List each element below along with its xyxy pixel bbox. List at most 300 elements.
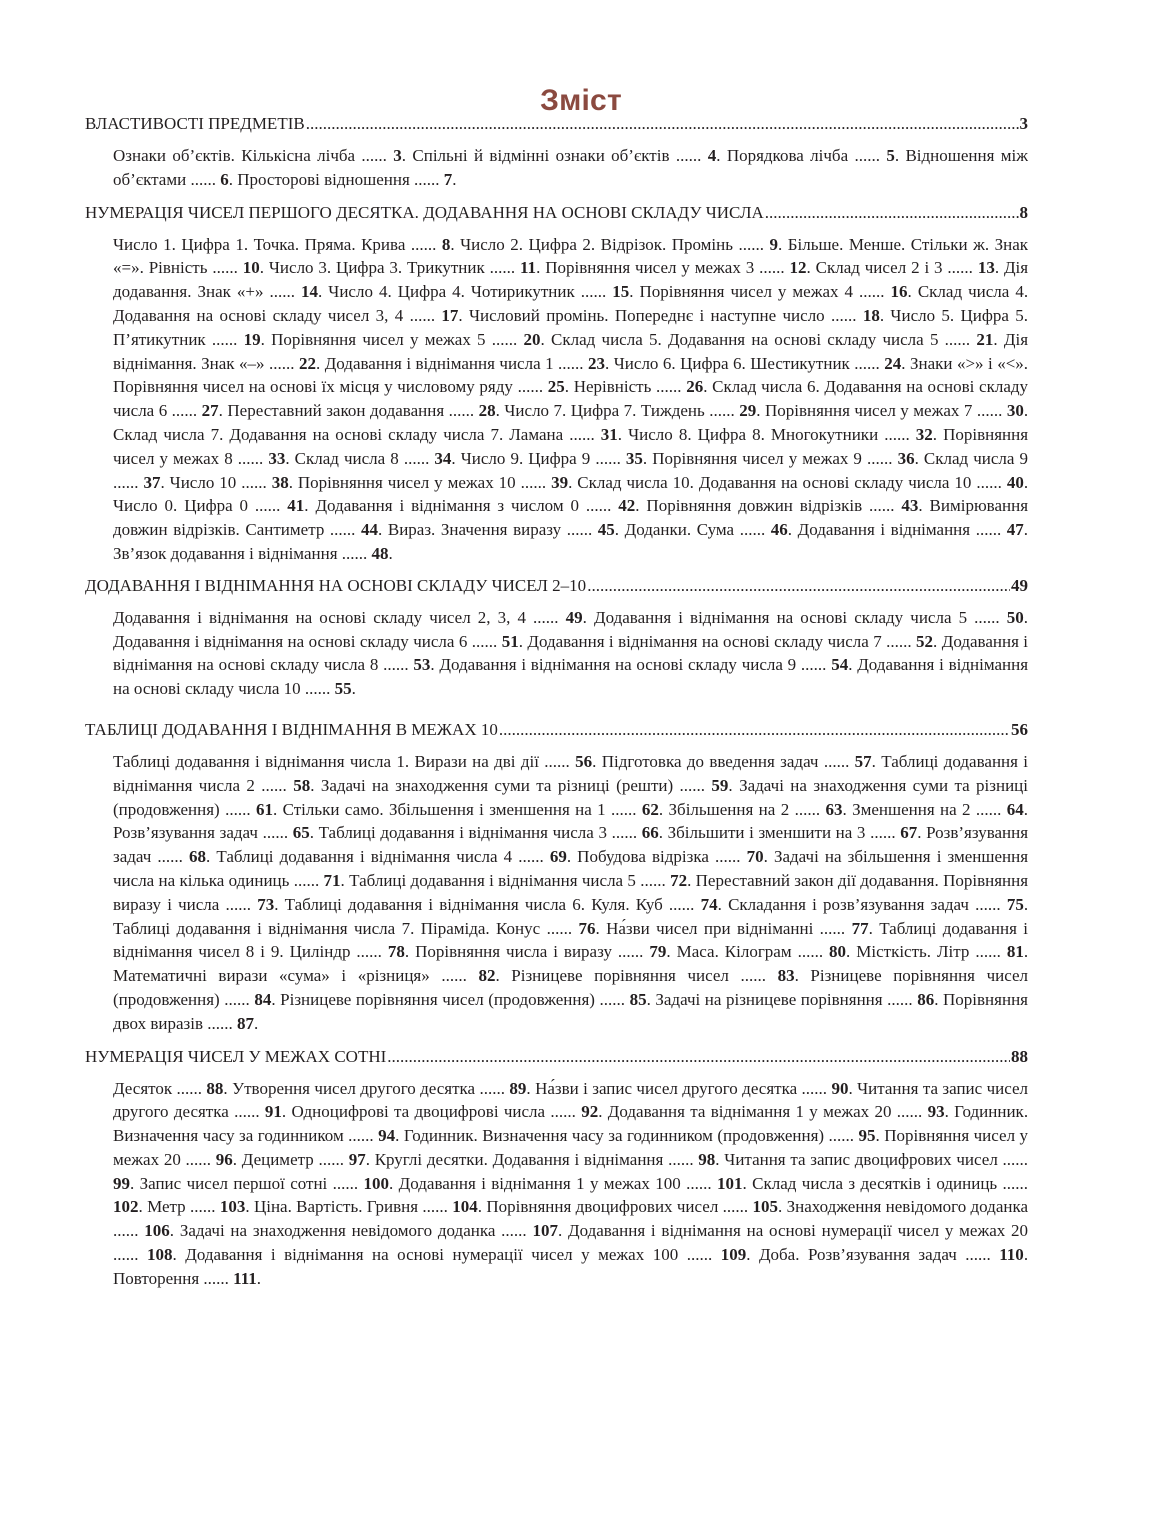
toc-entry[interactable] bbox=[640, 282, 908, 301]
toc-entry-page: 61 bbox=[255, 799, 273, 819]
toc-entry[interactable] bbox=[140, 1174, 389, 1193]
toc-entry-page: 63 bbox=[825, 799, 843, 819]
toc-entry-leader: ...... bbox=[324, 520, 362, 540]
toc-entry-page: 85 bbox=[629, 989, 647, 1009]
toc-entry-page: 81 bbox=[1006, 942, 1024, 962]
toc-entry-page: 94 bbox=[378, 1126, 396, 1146]
toc-entry-page: 46 bbox=[770, 520, 788, 540]
toc-entry-page: 8 bbox=[441, 234, 451, 254]
toc-entry-leader: ...... bbox=[257, 823, 293, 843]
toc-entry-page: 11 bbox=[520, 258, 537, 278]
toc-entry-leader: ...... bbox=[669, 146, 708, 165]
toc-entry-text: Порядкова лічба bbox=[726, 146, 849, 165]
toc-entry-page: 3 bbox=[393, 146, 402, 165]
toc-entry[interactable] bbox=[798, 520, 1024, 539]
toc-entry-text: Додавання і віднімання на основі складу числа 8 bbox=[113, 631, 1029, 675]
toc-entry[interactable] bbox=[574, 377, 703, 396]
section-heading[interactable] bbox=[85, 718, 1028, 742]
toc-entry-text: Таблиці додавання і віднімання числа 4 bbox=[216, 847, 513, 867]
toc-entry-text: Склад числа 7. Додавання на основі складу числа 7. Ламана bbox=[113, 424, 564, 444]
section-heading[interactable] bbox=[85, 112, 1028, 136]
toc-entry-leader: ...... bbox=[151, 847, 190, 867]
toc-entry-text: Таблиці додавання і віднімання числа 2 bbox=[113, 751, 1029, 795]
toc-entry-text: Таблиці додавання і віднімання чисел 8 і 9. Циліндр bbox=[113, 918, 1029, 962]
toc-entry-page: 71 bbox=[323, 870, 341, 890]
toc-entry-page: 96 bbox=[215, 1149, 233, 1169]
toc-entry-text: Переставний закон дії додавання. Порівняння виразу і числа bbox=[113, 870, 1029, 914]
toc-entry-leader: ...... bbox=[970, 799, 1007, 819]
toc-entry-leader: ...... bbox=[236, 472, 272, 492]
toc-entry-page: 83 bbox=[777, 966, 795, 986]
toc-entry-text: Доба. Розв’язування задач bbox=[758, 1245, 957, 1265]
toc-entry-text: Задачі на знаходження суми та різниці (продовження) bbox=[113, 775, 1029, 819]
toc-entry[interactable] bbox=[291, 1102, 598, 1121]
toc-entry-text: Порівняння чисел у межах 10 bbox=[297, 472, 516, 492]
toc-entry-text: Число 5. Цифра 5. П’ятикутник bbox=[113, 305, 1029, 349]
toc-entry-leader: ...... bbox=[289, 870, 324, 890]
toc-entry-text: Різницеве порівняння чисел (продовження) bbox=[113, 966, 1028, 1009]
toc-entry[interactable] bbox=[113, 632, 519, 651]
toc-entry[interactable] bbox=[113, 966, 495, 985]
toc-entry-leader: ...... bbox=[590, 448, 626, 468]
toc-entry[interactable] bbox=[269, 258, 536, 277]
toc-entry-text: Число 6. Цифра 6. Шестикутник bbox=[613, 353, 850, 373]
toc-entry-text: Одноцифрові та двоцифрові числа bbox=[291, 1102, 546, 1122]
toc-entry-leader: ...... bbox=[207, 258, 243, 278]
toc-entry-page: 65 bbox=[292, 823, 310, 843]
toc-entry-leader: ...... bbox=[545, 1102, 582, 1122]
toc-entry-page: 92 bbox=[581, 1102, 599, 1122]
toc-entry-text: Дія додавання. Знак «+» bbox=[113, 258, 1029, 302]
toc-entry-leader: ...... bbox=[651, 377, 687, 397]
toc-entry[interactable] bbox=[594, 608, 1024, 627]
toc-entry-text: Число 7. Цифра 7. Тиждень bbox=[504, 401, 705, 421]
toc-entry-leader: ...... bbox=[853, 282, 891, 302]
section-entries: Число 1. Цифра 1. Точка. Пряма. Крива ...... 8. Число 2. Цифра 2. Відрізок. Промінь ...... 9. Більше. Менше. Стільки ж. Знак «=». Рівність ...... 10. Число 3. Цифра 3. Трикутник ...... 11. Порівняння чисел у межах 3 ...... 12. Склад чисел 2 і 3 ...... 13. Дія додавання. Знак «+» ...... 14. Число 4. Цифра 4. Чотирикутник ...... 15. Порівняння чисел у межах 4 ...... 16. Склад числа 4. Додавання на основі складу чисел 3, 4 ...... 17. Числовий промінь. Попереднє і наступне число ...... 18. Число 5. Цифра 5. П’ятикутник ...... 19. Порівняння чисел у межах 5 ...... 20. Склад числа 5. Додавання на основі складу числа 5 ...... 21. Дія віднімання. Знак «–» ...... 22. Додавання і віднімання числа 1 ...... 23. Число 6. Цифра 6. Шестикутник ...... 24. Знаки «>» і «<». Порівняння чисел на основі їх місця у числовому ряду ...... 25. Нерівність ...... 26. Склад числа 6. Додавання на основі складу числа 6 ...... 27. Переставний закон додавання ...... 28. Число 7. Цифра 7. Тиждень ...... 29. Порівняння чисел у межах 7 ...... 30. Склад числа 7. Додавання на основі складу числа 7. Ламана ...... 31. Число 8. Цифра 8. Многокутники ...... 32. Порівняння чисел у межах 8 ...... 33. Склад числа 8 ...... 34. Число 9. Цифра 9 ...... 35. Порівняння чисел у межах 9 ...... 36. Склад числа 9 ...... 37. Число 10 ...... 38. Порівняння чисел у межах 10 ...... 39. Склад числа 10. Додавання на основі складу числа 10 ...... 40. Число 0. Цифра 0 ...... 41. Додавання і віднімання з числом 0 ...... 42. Порівняння довжин відрізків ...... 43. Вимірювання довжин відрізків. Сантиметр ...... 44. Вираз. Значення виразу ...... 45. Доданки. Сума ...... 46. Додавання і віднімання ...... 47. Зв’язок додавання і віднімання ...... 48. bbox=[113, 234, 1029, 563]
toc-entry-page: 40 bbox=[1006, 472, 1024, 492]
toc-entry-page: 70 bbox=[746, 847, 764, 867]
toc-entry-page: 16 bbox=[890, 282, 908, 302]
toc-entry-leader: ...... bbox=[754, 258, 790, 278]
toc-entry[interactable] bbox=[614, 354, 902, 373]
toc-entry-leader: ...... bbox=[605, 799, 642, 819]
toc-entry[interactable] bbox=[551, 330, 993, 349]
toc-entry[interactable] bbox=[646, 496, 918, 515]
toc-entry-text: Метр bbox=[147, 1197, 186, 1217]
toc-entry-leader: ...... bbox=[475, 1078, 510, 1098]
toc-entry-leader: ...... bbox=[525, 607, 566, 627]
toc-entry[interactable] bbox=[280, 990, 646, 1009]
toc-entry-leader: ...... bbox=[680, 1173, 718, 1193]
section-page-number: 49 bbox=[1011, 575, 1028, 595]
toc-entry[interactable] bbox=[113, 146, 402, 165]
toc-entry[interactable] bbox=[628, 425, 933, 444]
toc-entry[interactable] bbox=[677, 942, 846, 961]
toc-section-numeration-hundred bbox=[85, 1045, 1028, 1291]
toc-entry[interactable] bbox=[412, 146, 716, 165]
toc-entry-leader: ...... bbox=[485, 329, 524, 349]
toc-entry-page: 10 bbox=[242, 258, 260, 278]
toc-entry-page: 14 bbox=[301, 282, 318, 302]
toc-entry-text: Порівняння чисел у межах 8 bbox=[113, 424, 1029, 468]
toc-entry-page: 50 bbox=[1006, 607, 1024, 627]
toc-entry-leader: ...... bbox=[167, 401, 202, 421]
toc-entry-page: 42 bbox=[618, 496, 636, 516]
dot-leader bbox=[587, 574, 1010, 598]
toc-entry-leader: ...... bbox=[878, 424, 916, 444]
toc-entry-text: Склад числа з десятків і одиниць bbox=[752, 1173, 998, 1193]
toc-entry[interactable] bbox=[527, 632, 933, 651]
toc-entry-text: Просторові відношення bbox=[237, 169, 410, 189]
toc-entry[interactable] bbox=[298, 473, 568, 492]
toc-entry-text: Порівняння чисел у межах 7 bbox=[764, 401, 973, 421]
toc-entry-page: 29 bbox=[739, 401, 757, 421]
toc-entry-leader: ...... bbox=[997, 1149, 1029, 1169]
page-title: Зміст bbox=[540, 84, 622, 117]
toc-entry-leader: ...... bbox=[881, 631, 917, 651]
dot-leader bbox=[765, 201, 1019, 225]
toc-entry-text: Число 9. Цифра 9 bbox=[460, 448, 591, 468]
toc-entry[interactable] bbox=[606, 919, 868, 938]
toc-entry-leader: ...... bbox=[467, 631, 502, 651]
toc-entry-page: 69 bbox=[549, 847, 567, 867]
toc-entry-page: 43 bbox=[901, 496, 919, 516]
toc-section-tables-within-10 bbox=[85, 718, 1028, 1036]
toc-entry-page: 44 bbox=[361, 520, 379, 540]
toc-entry[interactable] bbox=[113, 496, 304, 515]
toc-entry-leader: ...... bbox=[219, 989, 255, 1009]
toc-entry-page: 104 bbox=[452, 1197, 478, 1217]
toc-entry-leader: ...... bbox=[113, 1245, 147, 1265]
toc-entry[interactable] bbox=[727, 146, 895, 165]
toc-entry-text: Ознаки об’єктів. Кількісна лічба bbox=[113, 146, 356, 165]
toc-entry-leader: ...... bbox=[264, 353, 299, 373]
toc-entry-page: 15 bbox=[612, 282, 630, 302]
toc-entry[interactable] bbox=[504, 401, 756, 420]
toc-entry-text: Десяток bbox=[113, 1078, 173, 1098]
toc-entry[interactable] bbox=[349, 871, 687, 890]
toc-entry[interactable] bbox=[113, 544, 389, 563]
toc-entry[interactable] bbox=[415, 942, 666, 961]
toc-entry-page: 12 bbox=[789, 258, 807, 278]
toc-entry-leader: ...... bbox=[355, 146, 394, 165]
toc-entry-leader: ...... bbox=[538, 751, 576, 771]
toc-entry-text: Місткість. Літр bbox=[856, 942, 970, 962]
section-title: ДОДАВАННЯ І ВІДНІМАННЯ НА ОСНОВІ СКЛАДУ ЧИСЕЛ 2–10 bbox=[85, 575, 587, 595]
toc-entry-leader: ...... bbox=[563, 424, 601, 444]
toc-entry[interactable] bbox=[399, 1174, 743, 1193]
toc-entry-page: 103 bbox=[219, 1197, 246, 1217]
toc-entry-page: 91 bbox=[264, 1102, 282, 1122]
toc-entry-text: Розв’язування задач bbox=[113, 823, 258, 843]
toc-entry[interactable] bbox=[113, 823, 310, 842]
toc-entry-text: Знаходження невідомого доданка bbox=[786, 1197, 1029, 1217]
toc-entry-text: Задачі на різницеве порівняння bbox=[655, 989, 883, 1009]
toc-entry-page: 86 bbox=[917, 989, 935, 1009]
toc-entry-leader: ...... bbox=[942, 258, 978, 278]
toc-entry-page: 17 bbox=[441, 305, 459, 325]
section-heading[interactable] bbox=[85, 574, 1028, 598]
toc-entry-text: На́зви чисел при відніманні bbox=[606, 918, 814, 938]
toc-entry[interactable] bbox=[469, 306, 880, 325]
toc-entry-leader: ...... bbox=[818, 751, 855, 771]
toc-entry-leader: ...... bbox=[515, 472, 552, 492]
toc-entry-leader: ...... bbox=[248, 496, 288, 516]
toc-entry[interactable] bbox=[602, 752, 872, 771]
toc-entry[interactable] bbox=[577, 847, 763, 866]
toc-entry-leader: ...... bbox=[113, 1221, 145, 1241]
toc-entry[interactable] bbox=[170, 473, 289, 492]
toc-entry-text: Порівняння чисел у межах 20 bbox=[113, 1126, 1029, 1169]
toc-entry-page: 59 bbox=[711, 775, 729, 795]
toc-entry-text: Утворення чисел другого десятка bbox=[232, 1078, 476, 1098]
toc-entry-text: Задачі на збільшення і зменшення числа на кілька одиниць bbox=[113, 847, 1029, 890]
toc-entry-text: Підготовка до введення задач bbox=[601, 751, 819, 771]
toc-entry-text: Читання та запис двоцифрових чисел bbox=[724, 1149, 998, 1169]
toc-entry-text: Порівняння чисел у межах 5 bbox=[271, 329, 486, 349]
toc-entry[interactable] bbox=[325, 354, 605, 373]
toc-entry[interactable] bbox=[625, 520, 788, 539]
toc-entry-leader: ...... bbox=[891, 1102, 928, 1122]
toc-entry[interactable] bbox=[486, 1197, 778, 1216]
toc-entry[interactable] bbox=[511, 966, 794, 985]
toc-entry[interactable] bbox=[545, 258, 806, 277]
toc-entry-leader: ...... bbox=[113, 472, 144, 492]
toc-entry-text: Таблиці додавання і віднімання числа 3 bbox=[318, 823, 607, 843]
toc-entry-page: 49 bbox=[565, 607, 583, 627]
toc-entry-page: 23 bbox=[588, 353, 606, 373]
toc-entry[interactable] bbox=[147, 1197, 245, 1216]
toc-entry-leader: ...... bbox=[186, 169, 221, 189]
toc-entry-text: Порівняння двоцифрових чисел bbox=[486, 1197, 719, 1217]
toc-entry-page: 67 bbox=[900, 823, 918, 843]
toc-entry[interactable] bbox=[113, 919, 595, 938]
toc-entry-text: Порівняння двох виразів bbox=[113, 989, 1028, 1033]
toc-entry-leader: ...... bbox=[337, 543, 372, 563]
toc-entry-leader: ...... bbox=[791, 942, 830, 962]
toc-entry[interactable] bbox=[669, 800, 843, 819]
toc-entry-page: 82 bbox=[478, 966, 496, 986]
toc-entry-leader: ...... bbox=[938, 329, 977, 349]
toc-entry-text: Маса. Кілограм bbox=[676, 942, 792, 962]
toc-entry[interactable] bbox=[852, 800, 1024, 819]
toc-entry-page: 107 bbox=[532, 1221, 558, 1241]
toc-entry-text: Порівняння чисел у межах 4 bbox=[639, 282, 854, 302]
toc-entry-page: 36 bbox=[897, 448, 915, 468]
toc-entry[interactable] bbox=[461, 449, 643, 468]
toc-entry-page: 66 bbox=[641, 823, 659, 843]
toc-entry-leader: ...... bbox=[378, 655, 414, 675]
toc-entry-text: Читання та запис чисел другого десятка bbox=[113, 1078, 1029, 1122]
toc-entry[interactable] bbox=[113, 235, 450, 254]
toc-entry-leader: ...... bbox=[495, 1221, 533, 1241]
toc-entry-leader: ...... bbox=[718, 1197, 753, 1217]
toc-entry-text: Число 8. Цифра 8. Многокутники bbox=[628, 424, 879, 444]
toc-entry[interactable] bbox=[254, 1197, 478, 1216]
toc-entry-leader: ...... bbox=[824, 305, 863, 325]
toc-entry[interactable] bbox=[242, 1150, 366, 1169]
toc-entry-text: Додавання і віднімання з числом 0 bbox=[315, 496, 579, 516]
toc-entry-page: 34 bbox=[434, 448, 452, 468]
toc-entry-leader: ...... bbox=[219, 799, 256, 819]
dot-leader bbox=[499, 718, 1010, 742]
toc-entry-page: 41 bbox=[287, 496, 305, 516]
toc-entry-leader: ...... bbox=[254, 775, 294, 795]
toc-entry-page: 35 bbox=[625, 448, 643, 468]
toc-entry-leader: ...... bbox=[180, 1149, 216, 1169]
toc-entry[interactable] bbox=[816, 258, 995, 277]
toc-entry-text: Додавання і віднімання числа 1 bbox=[324, 353, 554, 373]
toc-entry[interactable] bbox=[216, 847, 566, 866]
toc-entry-leader: ...... bbox=[429, 966, 479, 986]
toc-entry-page: 55 bbox=[334, 679, 352, 699]
toc-entry[interactable] bbox=[185, 1245, 746, 1264]
toc-entry-text: Стільки само. Збільшення і зменшення на 1 bbox=[282, 799, 606, 819]
toc-entry-text: Різницеве порівняння чисел (продовження) bbox=[280, 989, 595, 1009]
toc-entry-leader: ...... bbox=[540, 918, 579, 938]
dot-leader bbox=[306, 112, 1019, 136]
toc-entry-page: 18 bbox=[862, 305, 880, 325]
toc-entry[interactable] bbox=[295, 449, 452, 468]
toc-entry-text: Спільні й відмінні ознаки об’єктів bbox=[412, 146, 670, 165]
toc-entry-page: 32 bbox=[915, 424, 933, 444]
toc-entry[interactable] bbox=[113, 752, 592, 771]
toc-entry-text: Склад числа 10. Додавання на основі складу числа 10 bbox=[577, 472, 972, 492]
toc-entry-page: 13 bbox=[977, 258, 995, 278]
section-page-number: 3 bbox=[1019, 114, 1028, 133]
toc-entry-leader: ...... bbox=[824, 1126, 859, 1146]
toc-entry-leader: ...... bbox=[553, 353, 589, 373]
toc-entry[interactable] bbox=[375, 1150, 716, 1169]
toc-entry-page: 28 bbox=[478, 401, 496, 421]
section-title: ТАБЛИЦІ ДОДАВАННЯ І ВІДНІМАННЯ В МЕЖАХ 10 bbox=[85, 719, 498, 739]
toc-entry-leader: ...... bbox=[882, 989, 918, 1009]
toc-entry[interactable] bbox=[232, 1079, 526, 1098]
toc-entry-text: Число 10 bbox=[169, 472, 237, 492]
toc-entry-page: 52 bbox=[916, 631, 934, 651]
toc-entry-page: 54 bbox=[831, 655, 849, 675]
toc-entry[interactable] bbox=[856, 942, 1024, 961]
toc-entry[interactable] bbox=[227, 401, 495, 420]
toc-entry[interactable] bbox=[180, 1221, 558, 1240]
toc-entry[interactable] bbox=[328, 282, 629, 301]
toc-entry[interactable] bbox=[655, 990, 934, 1009]
toc-entry-text: Таблиці додавання і віднімання числа 5 bbox=[349, 870, 636, 890]
section-heading[interactable] bbox=[85, 201, 1028, 225]
section-title: НУМЕРАЦІЯ ЧИСЕЛ ПЕРШОГО ДЕСЯТКА. ДОДАВАННЯ НА ОСНОВІ СКЛАДУ ЧИСЛА bbox=[85, 202, 764, 222]
toc-entry[interactable] bbox=[321, 776, 729, 795]
toc-entry[interactable] bbox=[113, 1079, 223, 1098]
toc-entry-leader: ...... bbox=[300, 679, 335, 699]
toc-entry-leader: ...... bbox=[848, 146, 887, 165]
toc-entry-leader: ...... bbox=[849, 353, 885, 373]
toc-entry[interactable] bbox=[652, 449, 914, 468]
toc-entry[interactable] bbox=[668, 823, 918, 842]
toc-entry[interactable] bbox=[765, 401, 1024, 420]
toc-entry-text: Додавання і віднімання на основі нумерації чисел у межах 100 bbox=[185, 1245, 679, 1265]
toc-entry-page: 45 bbox=[597, 520, 615, 540]
toc-entry-text: Складання і розв’язування задач bbox=[728, 894, 969, 914]
toc-entry-text: Більше. Менше. Стільки ж. Знак «=». Рівність bbox=[113, 234, 1029, 278]
toc-entry-page: 102 bbox=[113, 1197, 139, 1217]
toc-entry[interactable] bbox=[285, 895, 718, 914]
toc-entry-leader: ...... bbox=[635, 870, 671, 890]
toc-entry[interactable] bbox=[535, 1079, 848, 1098]
section-entries: Таблиці додавання і віднімання числа 1. Вирази на дві дії ...... 56. Підготовка до введення задач ...... 57. Таблиці додавання і віднімання числа 2 ...... 58. Задачі на знаходження суми та різниці (решти) ...... 59. Задачі на знаходження суми та різниці (продовження) ...... 61. Стільки само. Збільшення і зменшення на 1 ...... 62. Збільшення на 2 ...... 63. Зменшення на 2 ...... 64. Розв’язування задач ...... 65. Таблиці додавання і віднімання числа 3 ...... 66. Збільшити і зменшити на 3 ...... 67. Розв’язування задач ...... 68. Таблиці додавання і віднімання числа 4 ...... 69. Побудова відрізка ...... 70. Задачі на збільшення і зменшення числа на кілька одиниць ...... 71. Таблиці додавання і віднімання числа 5 ...... 72. Переставний закон дії додавання. Порівняння виразу і числа ...... 73. Таблиці додавання і віднімання числа 6. Куля. Куб ...... 74. Складання і розв’язування задач ...... 75. Таблиці додавання і віднімання числа 7. Піраміда. Конус ...... 76. На́зви чисел при відніманні ...... 77. Таблиці додавання і віднімання чисел 8 і 9. Циліндр ...... 78. Порівняння числа і виразу ...... 79. Маса. Кілограм ...... 80. Місткість. Літр ...... 81. Математичні вирази «сума» і «різниця» ...... 82. Різницеве порівняння чисел ...... 83. Різницеве порівняння чисел (продовження) ...... 84. Різницеве порівняння чисел (продовження) ...... 85. Задачі на різницеве порівняння ...... 86. Порівняння двох виразів ...... 87. bbox=[113, 751, 1029, 1033]
toc-entry[interactable] bbox=[577, 473, 1024, 492]
toc-entry[interactable] bbox=[388, 520, 615, 539]
toc-entry-text: Додавання і віднімання на основі складу числа 10 bbox=[113, 655, 1029, 699]
toc-entry-page: 109 bbox=[720, 1245, 747, 1265]
toc-entry-page: 93 bbox=[927, 1102, 945, 1122]
toc-entry-text: Запис чисел першої сотні bbox=[139, 1173, 328, 1193]
toc-entry-text: Склад числа 4. Додавання на основі складу чисел 3, 4 bbox=[113, 282, 1029, 325]
toc-entry-page: 108 bbox=[147, 1245, 173, 1265]
toc-entry-page: 53 bbox=[413, 655, 431, 675]
toc-entry[interactable] bbox=[460, 235, 778, 254]
toc-entry[interactable] bbox=[113, 1269, 257, 1288]
toc-entry-page: 21 bbox=[976, 329, 994, 349]
toc-entry-page: 111 bbox=[233, 1268, 257, 1288]
toc-entry-leader: ...... bbox=[969, 942, 1007, 962]
toc-entry-leader: ...... bbox=[409, 169, 444, 189]
toc-entry[interactable] bbox=[608, 1102, 945, 1121]
toc-entry[interactable] bbox=[237, 170, 452, 189]
toc-entry-page: 22 bbox=[298, 353, 316, 373]
toc-entry-text: Порівняння чисел у межах 9 bbox=[652, 448, 862, 468]
toc-entry-text: Число 3. Цифра 3. Трикутник bbox=[268, 258, 485, 278]
toc-entry[interactable] bbox=[439, 655, 848, 674]
toc-entry-text: Додавання і віднімання на основі нумерації чисел у межах 20 bbox=[567, 1221, 1029, 1241]
toc-entry[interactable] bbox=[404, 1126, 876, 1145]
toc-entry-leader: ...... bbox=[678, 1245, 721, 1265]
toc-entry[interactable] bbox=[271, 330, 540, 349]
toc-entry-page: 24 bbox=[884, 353, 902, 373]
toc-entry-leader: ...... bbox=[789, 799, 826, 819]
toc-entry-page: 100 bbox=[363, 1173, 390, 1193]
toc-entry[interactable] bbox=[319, 823, 659, 842]
toc-entry-page: 5 bbox=[886, 146, 895, 165]
toc-entry-page: 31 bbox=[600, 424, 618, 444]
toc-entry-leader: ...... bbox=[512, 377, 548, 397]
toc-entry-page: 47 bbox=[1006, 520, 1024, 540]
toc-entry[interactable] bbox=[759, 1245, 1024, 1264]
toc-entry[interactable] bbox=[113, 608, 583, 627]
toc-entry-page: 19 bbox=[243, 329, 261, 349]
toc-entry-page: 38 bbox=[271, 472, 289, 492]
toc-entry-page: 72 bbox=[670, 870, 688, 890]
section-heading[interactable] bbox=[85, 1045, 1028, 1069]
toc-entry-leader: ...... bbox=[313, 1149, 349, 1169]
toc-entry-text: Додавання і віднімання на основі складу числа 9 bbox=[439, 655, 797, 675]
toc-entry-text: Число 4. Цифра 4. Чотирикутник bbox=[328, 282, 575, 302]
toc-entry[interactable] bbox=[113, 425, 618, 444]
toc-entry[interactable] bbox=[728, 895, 1024, 914]
toc-entry[interactable] bbox=[315, 496, 635, 515]
toc-entry-leader: ...... bbox=[797, 1078, 832, 1098]
toc-entry-page: 48 bbox=[371, 543, 389, 563]
toc-entry-text: Додавання та віднімання 1 у межах 20 bbox=[607, 1102, 892, 1122]
toc-entry-text: Дециметр bbox=[241, 1149, 314, 1169]
toc-entry[interactable] bbox=[283, 800, 659, 819]
toc-entry-page: 90 bbox=[831, 1078, 849, 1098]
toc-entry-text: Задачі на знаходження невідомого доданка bbox=[179, 1221, 496, 1241]
toc-entry-leader: ...... bbox=[971, 472, 1007, 492]
toc-entry-leader: ...... bbox=[796, 655, 832, 675]
toc-entry-leader: ...... bbox=[734, 520, 771, 540]
toc-entry-leader: ...... bbox=[185, 1197, 220, 1217]
toc-entry-leader: ...... bbox=[862, 496, 902, 516]
